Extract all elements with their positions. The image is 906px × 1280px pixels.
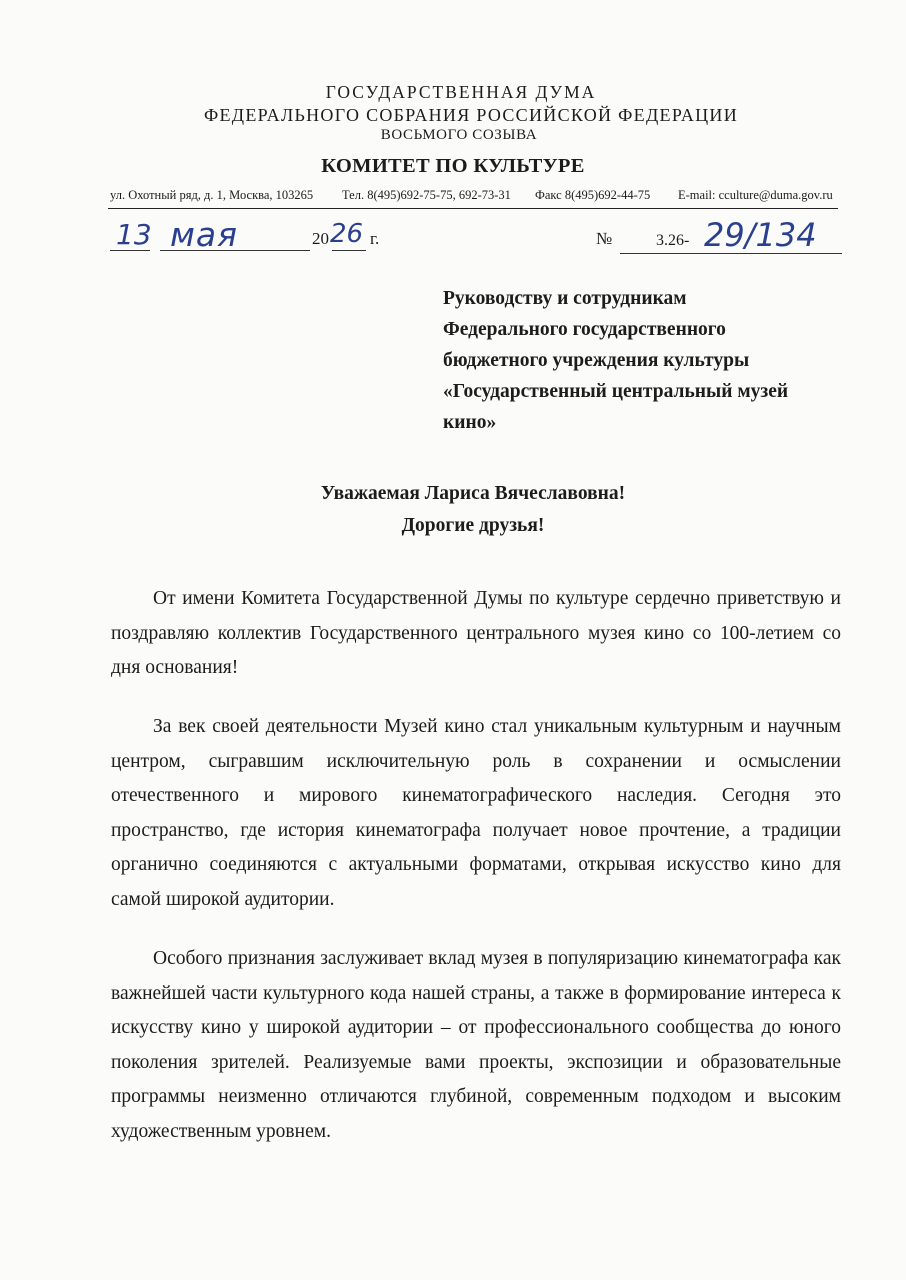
number-underline: [620, 253, 842, 254]
recipient-line: бюджетного учреждения культуры: [443, 350, 750, 371]
body-paragraph-2: За век своей деятельности Музей кино стал уникальным культурным и научным центром, сыгравшим исключительную роль в сохранении и осмыслении отечественного и мирового кинематографического наследия. Сегодня это пространство, где история кинематографа получает новое прочтение, а традиции органично соединяются с актуальными форматами, открывая искусство кино для самой широкой аудитории.: [111, 716, 841, 910]
number-sign: №: [596, 229, 613, 248]
date-day-underline: [110, 250, 150, 251]
body-paragraph-1: От имени Комитета Государственной Думы по культуре сердечно приветствую и поздравляю коллектив Государственного центрального музея кино со 100-летием со дня основания!: [111, 588, 841, 678]
recipient-line: Федерального государственного: [443, 319, 726, 340]
contact-address: ул. Охотный ряд, д. 1, Москва, 103265: [110, 188, 314, 202]
recipient-line: Руководству и сотрудникам: [443, 288, 687, 309]
number-handwritten: 29/134: [704, 216, 817, 254]
contact-email: E-mail: cculture@duma.gov.ru: [678, 188, 833, 202]
contact-phone: Тел. 8(495)692-75-75, 692-73-31: [342, 188, 511, 202]
recipient-line: кино»: [443, 412, 497, 433]
recipient-block: [443, 283, 863, 438]
date-year-handwritten: 26: [330, 219, 364, 249]
header-divider: [108, 208, 838, 209]
date-month: мая: [170, 215, 238, 254]
date-year-underline: [332, 250, 366, 251]
recipient-line: «Государственный центральный музей: [443, 381, 789, 402]
committee-title: КОМИТЕТ ПО КУЛЬТУРЕ: [321, 155, 585, 177]
date-year-suffix: г.: [370, 229, 380, 248]
number-prefix: 3.26-: [656, 232, 690, 249]
salutation-friends: Дорогие друзья!: [401, 515, 545, 536]
salutation-name: Уважаемая Лариса Вячеславовна!: [320, 483, 626, 504]
date-year-prefix: 20: [312, 229, 329, 248]
header-convocation: ВОСЬМОГО СОЗЫВА: [380, 127, 538, 143]
header-federal-assembly: ФЕДЕРАЛЬНОГО СОБРАНИЯ РОССИЙСКОЙ ФЕДЕРАЦИИ: [203, 105, 739, 125]
contact-fax: Факс 8(495)692-44-75: [535, 188, 651, 202]
header-duma: ГОСУДАРСТВЕННАЯ ДУМА: [325, 82, 597, 102]
date-day: 13: [116, 218, 152, 251]
body-paragraph-3: Особого признания заслуживает вклад музея в популяризацию кинематографа как важнейшей части культурного кода нашей страны, а также в формирование интереса к искусству кино у широкой аудитории – от профессионального сообщества до юного поколения зрителей. Реализуемые вами проекты, экспозиции и образовательные программы неизменно отличаются глубиной, современным подходом и высоким художественным уровнем.: [111, 948, 841, 1142]
date-month-underline: [160, 250, 310, 251]
